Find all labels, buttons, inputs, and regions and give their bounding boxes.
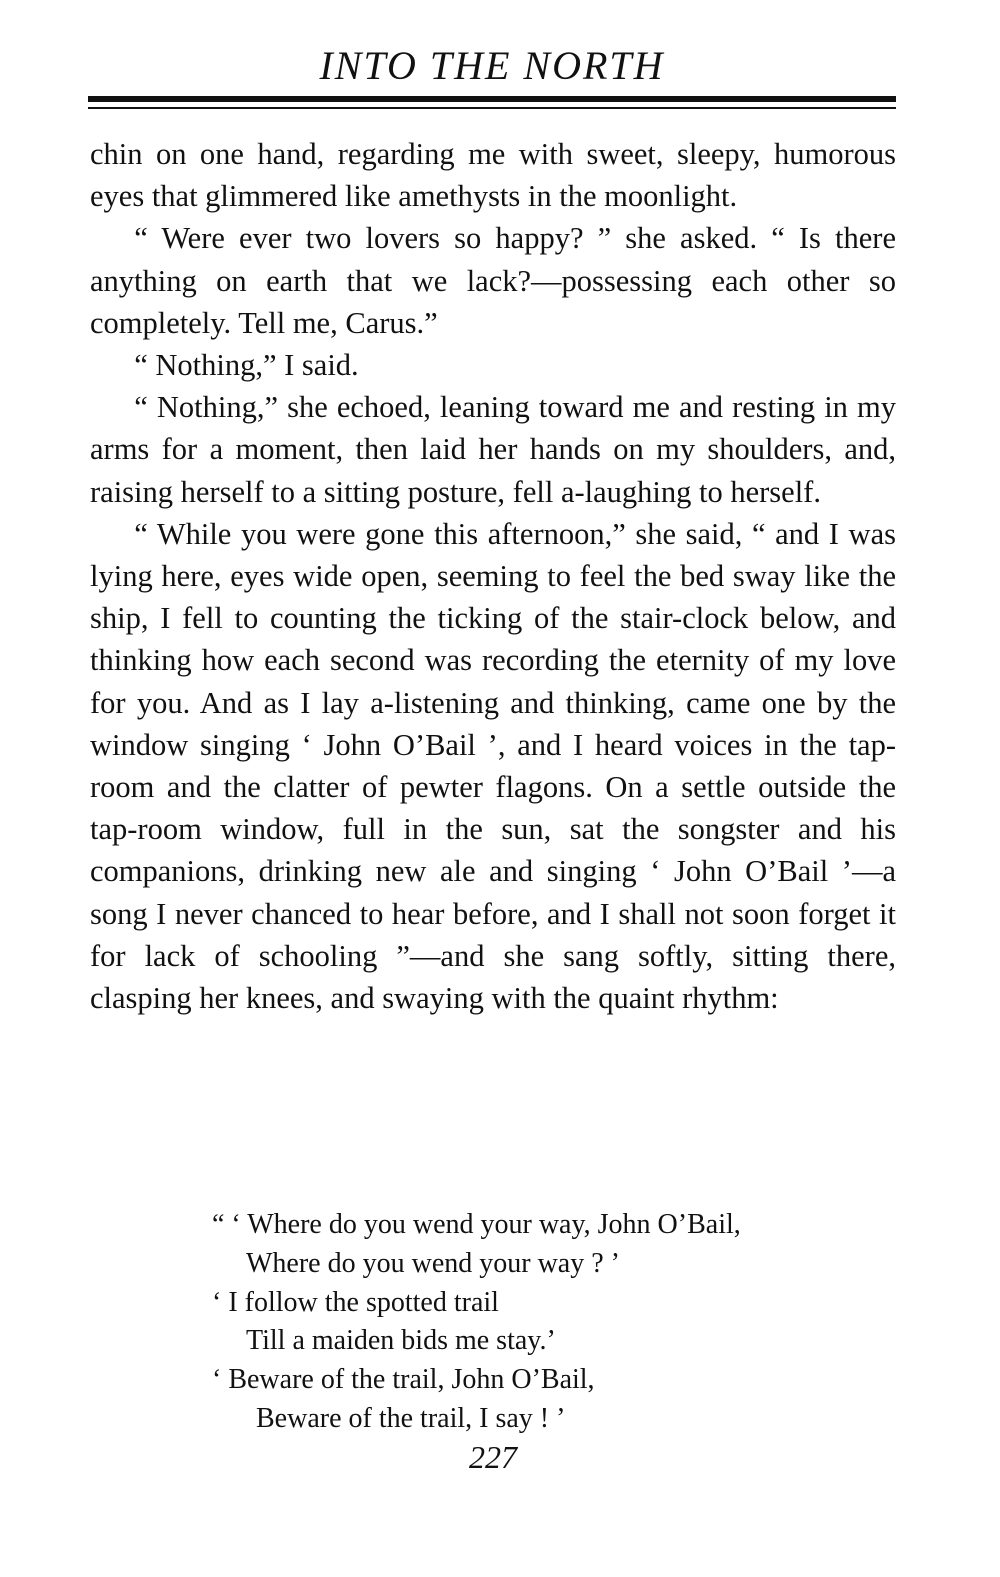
paragraph: “ Were ever two lovers so happy? ” she asked. “ Is there anything on earth that we lack?—possessing each other so completely. Tell me, Carus.” [90, 221, 896, 340]
verse-line: Till a maiden bids me stay.’ [246, 1325, 556, 1357]
body-text [90, 133, 896, 1019]
paragraph: “ While you were gone this afternoon,” she said, “ and I was lying here, eyes wide open, seeming to feel the bed sway like the ship, I fell to counting the ticking of the stair-clock below, and thinking how each second was recording the eternity of my love for you. And as I lay a-listening and thinking, came one by the window singing ‘ John O’Bail ’, and I heard voices in the tap-room and the clatter of pewter flagons. On a settle outside the tap-room window, full in the sun, sat the songster and his companions, drinking new ale and singing ‘ John O’Bail ’—a song I never chanced to hear before, and I shall not soon forget it for lack of schooling ”—and she sang softly, sitting there, clasping her knees, and swaying with the quaint rhythm: [90, 516, 896, 1016]
verse-line: Beware of the trail, I say ! ’ [256, 1402, 566, 1434]
verse-line: ‘ I follow the spotted trail [212, 1286, 499, 1318]
verse-line: ‘ Beware of the trail, John O’Bail, [212, 1364, 595, 1396]
verse-line: Where do you wend your way ? ’ [246, 1247, 620, 1279]
verse-line: “ ‘ Where do you wend your way, John O’Bail, [212, 1209, 741, 1240]
running-title: INTO THE NORTH [319, 43, 665, 88]
header-rule-thin [88, 107, 896, 109]
paragraph-continued: chin on one hand, regarding me with sweet, sleepy, humorous eyes that glimmered like amethysts in the moonlight. [90, 137, 896, 214]
page-number: 227 [469, 1439, 517, 1475]
paragraph: “ Nothing,” she echoed, leaning toward me and resting in my arms for a moment, then laid her hands on my shoulders, and, raising herself to a sitting posture, fell a-laughing to herself. [90, 390, 896, 509]
song-verse [212, 1206, 872, 1439]
paragraph: “ Nothing,” I said. [134, 348, 359, 383]
header-rule-thick [88, 96, 896, 102]
